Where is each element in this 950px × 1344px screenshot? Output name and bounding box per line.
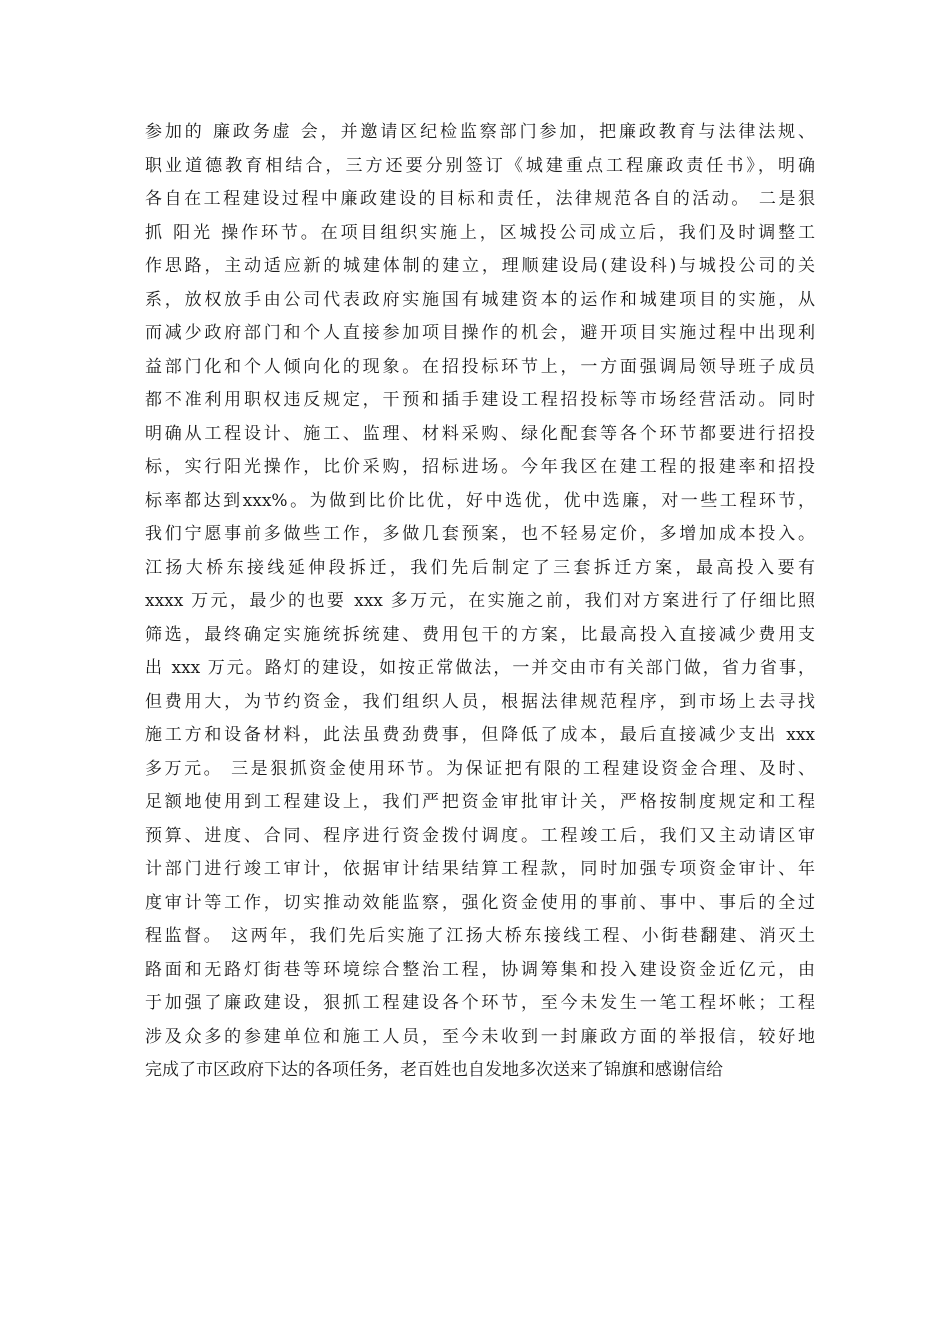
text-line: 足额地使用到工程建设上，我们严把资金审批审计关，严格按制度规定和工程 — [145, 792, 815, 812]
text-line: 涉及众多的参建单位和施工人员，至今未收到一封廉政方面的举报信，较好地 — [145, 1026, 815, 1047]
text-line: 出 xxx 万元。路灯的建设，如按正常做法，一并交由市有关部门做，省力省事， — [145, 658, 815, 678]
text-line: 作思路，主动适应新的城建体制的建立，理顺建设局(建设科)与城投公司的关 — [145, 256, 815, 276]
text-line: 系，放权放手由公司代表政府实施国有城建资本的运作和城建项目的实施，从 — [145, 289, 815, 310]
text-line: 标率都达到xxx%。为做到比价比优，好中选优，优中选廉，对一些工程环节， — [145, 490, 815, 511]
text-line: 参加的 廉政务虚 会，并邀请区纪检监察部门参加，把廉政教育与法律法规、 — [145, 122, 815, 142]
text-line: 益部门化和个人倾向化的现象。在招投标环节上，一方面强调局领导班子成员 — [145, 356, 815, 377]
text-line: 完成了市区政府下达的各项任务，老百姓也自发地多次送来了锦旗和感谢信给 — [145, 1060, 723, 1080]
text-line: 我们宁愿事前多做些工作，多做几套预案，也不轻易定价，多增加成本投入。 — [145, 524, 815, 544]
text-line: 各自在工程建设过程中廉政建设的目标和责任，法律规范各自的活动。 二是狠 — [145, 189, 815, 209]
text-line: 标，实行阳光操作，比价采购，招标进场。今年我区在建工程的报建率和招投 — [145, 457, 815, 477]
text-line: 筛选，最终确定实施统拆统建、费用包干的方案，比最高投入直接减少费用支 — [145, 624, 815, 645]
text-line: 抓 阳光 操作环节。在项目组织实施上，区城投公司成立后，我们及时调整工 — [145, 222, 815, 243]
text-line: 都不准利用职权违反规定，干预和插手建设工程招投标等市场经营活动。同时 — [145, 390, 815, 410]
text-line: 路面和无路灯街巷等环境综合整治工程，协调筹集和投入建设资金近亿元，由 — [145, 959, 815, 980]
text-line: 度审计等工作，切实推动效能监察，强化资金使用的事前、事中、事后的全过 — [145, 892, 815, 913]
text-line: 程监督。 这两年，我们先后实施了江扬大桥东接线工程、小街巷翻建、消灭土 — [145, 926, 815, 946]
text-line: 而减少政府部门和个人直接参加项目操作的机会，避开项目实施过程中出现利 — [145, 323, 815, 343]
text-line: 于加强了廉政建设，狠抓工程建设各个环节，至今未发生一笔工程坏帐；工程 — [145, 993, 815, 1013]
text-line: 但费用大，为节约资金，我们组织人员，根据法律规范程序，到市场上去寻找 — [145, 691, 815, 712]
text-line: 职业道德教育相结合，三方还要分别签订《城建重点工程廉政责任书》，明确 — [145, 155, 815, 176]
text-line: xxxx 万元，最少的也要 xxx 多万元，在实施之前，我们对方案进行了仔细比照 — [145, 591, 815, 611]
text-line: 江扬大桥东接线延伸段拆迁，我们先后制定了三套拆迁方案，最高投入要有 — [145, 557, 815, 578]
text-line: 明确从工程设计、施工、监理、材料采购、绿化配套等各个环节都要进行招投 — [145, 423, 815, 444]
text-line: 施工方和设备材料，此法虽费劲费事，但降低了成本，最后直接减少支出 xxx — [145, 725, 815, 745]
text-line: 计部门进行竣工审计，依据审计结果结算工程款，同时加强专项资金审计、年 — [145, 859, 815, 879]
text-line: 多万元。 三是狠抓资金使用环节。为保证把有限的工程建设资金合理、及时、 — [145, 758, 815, 779]
text-line: 预算、进度、合同、程序进行资金拨付调度。工程竣工后，我们又主动请区审 — [145, 825, 815, 846]
body-text — [145, 116, 815, 1088]
